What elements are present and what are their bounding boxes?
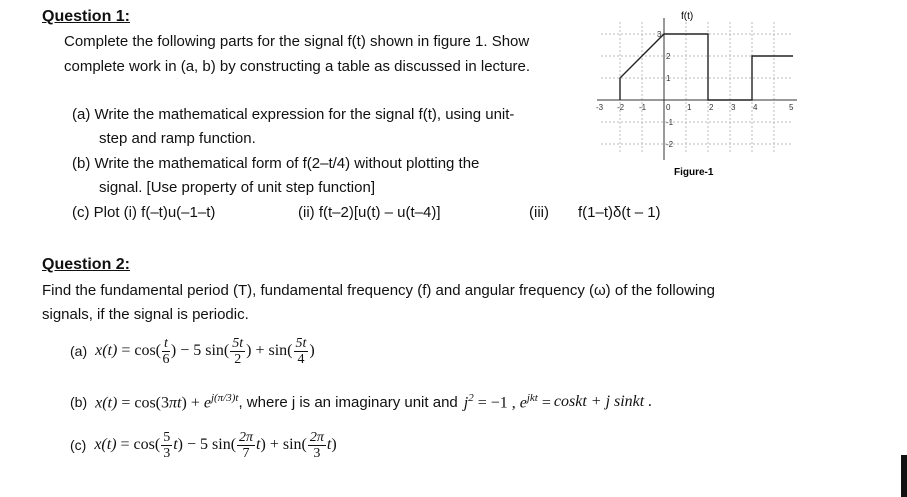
y-tick-2: 2 xyxy=(666,52,671,61)
question-1-title: Question 1: xyxy=(42,8,131,25)
x-tick-neg1: -1 xyxy=(639,103,647,112)
x-tick-4: 4 xyxy=(753,103,758,112)
figure-caption: Figure-1 xyxy=(674,167,714,178)
q2-part-c-equation: x(t) = cos( $\frac{5}{3}$ t) − 5 sin( $\frac{2\pi}{7}$ t) + sin( $\frac{2\pi}{3}$ t) xyxy=(94,429,337,461)
y-tick-1: 1 xyxy=(666,74,671,83)
x-tick-neg3: -3 xyxy=(596,103,604,112)
q2-part-b xyxy=(70,388,652,416)
q1-part-b-line1: (b) Write the mathematical form of f(2–t/4) without plotting the xyxy=(72,155,480,172)
q2-intro-line1: Find the fundamental period (T), fundamental frequency (f) and angular frequency (ω) of the following xyxy=(42,282,715,299)
x-tick-3: 3 xyxy=(731,103,736,112)
q2-part-c-label: (c) xyxy=(70,437,87,453)
q2-part-b-identity: $j^2 = -1$ , $e^{jkt}$ = xyxy=(463,391,551,412)
x-tick-5: 5 xyxy=(789,103,794,112)
q2-intro-line2: signals, if the signal is periodic. xyxy=(42,306,249,323)
q2-part-a xyxy=(70,330,315,372)
y-tick-neg2: -2 xyxy=(666,140,674,149)
figure-title: f(t) xyxy=(681,11,694,22)
edge-bar xyxy=(901,455,907,497)
q2-part-b-note: , where j is an imaginary unit and xyxy=(238,393,458,411)
q1-part-c-i: (c) Plot (i) f(–t)u(–1–t) xyxy=(72,204,216,221)
q1-part-a-line1: (a) Write the mathematical expression for the signal f(t), using unit- xyxy=(72,106,515,123)
y-tick-3: 3 xyxy=(657,30,662,39)
q2-part-b-label: (b) xyxy=(70,394,88,410)
q2-part-b-identity-rest: coskt + j sinkt . xyxy=(553,393,653,410)
q2-part-c xyxy=(70,423,337,467)
q2-part-a-label: (a) xyxy=(70,343,88,359)
x-tick-neg2: -2 xyxy=(617,103,625,112)
signal-waveform xyxy=(620,34,793,100)
q2-part-b-equation: $x(t) = \cos(3\pi t) + e^{j(\pi/3)t}$ xyxy=(95,391,239,412)
question-2-title: Question 2: xyxy=(42,256,131,273)
q1-part-c-iii: f(1–t)δ(t – 1) xyxy=(578,204,661,221)
y-tick-neg1: -1 xyxy=(666,118,674,127)
x-tick-2: 2 xyxy=(709,103,714,112)
q2-part-a-equation: x(t) = cos( $\frac{t}{6}$ ) − 5 sin( $\frac{5t}{2}$ ) + sin( $\frac{5t}{4}$ ) xyxy=(95,335,315,367)
x-tick-1: 1 xyxy=(687,103,692,112)
q1-part-c-iii-label: (iii) xyxy=(529,204,549,221)
q1-part-a-line2: step and ramp function. xyxy=(99,130,256,147)
q1-intro-line2: complete work in (a, b) by constructing a table as discussed in lecture. xyxy=(64,58,531,75)
x-tick-0: 0 xyxy=(666,103,671,112)
q1-intro-line1: Complete the following parts for the signal f(t) shown in figure 1. Show xyxy=(64,33,530,50)
q1-part-c-ii: (ii) f(t–2)[u(t) – u(t–4)] xyxy=(298,204,441,221)
signal-figure xyxy=(593,4,799,180)
q1-part-b-line2: signal. [Use property of unit step function] xyxy=(99,179,375,196)
